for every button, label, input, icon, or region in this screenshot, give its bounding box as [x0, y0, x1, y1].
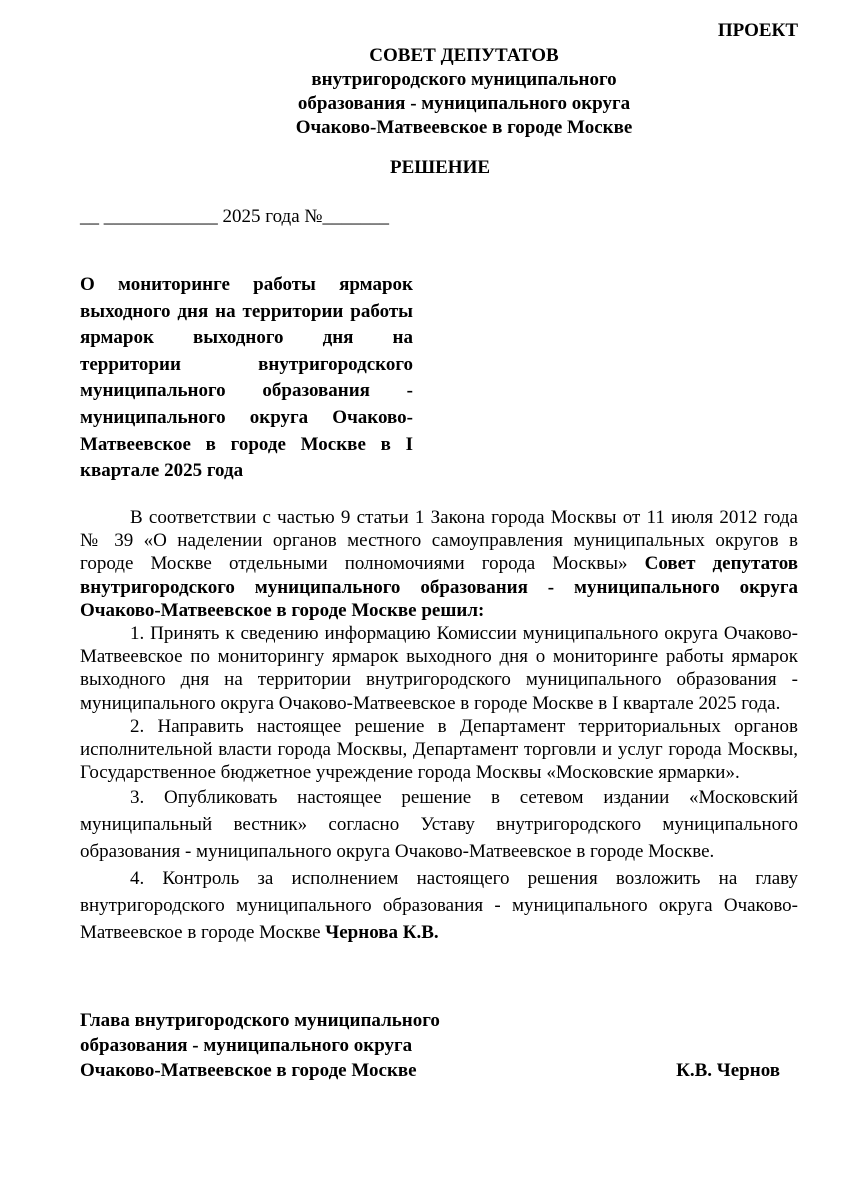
- signature-line-2: образования - муниципального округа: [80, 1035, 413, 1056]
- decision-body: [80, 506, 798, 946]
- preamble-paragraph: [80, 506, 798, 622]
- subject-text: О мониторинге работы ярмарок выходного дня на территории работы ярмарок выходного дня на территории внутригородского муниципального образования - муниципального округа Очаково-Матвеевское в городе Москве в I: [80, 274, 413, 455]
- decision-title: РЕШЕНИЕ: [389, 157, 491, 178]
- preamble-text: В соответствии с частью 9 статьи 1 Закона города Москвы от 11 июля 2012 года № 39 «О наделении органов местного самоуправления муниципальных округов в городе Москве отдельными полномочиями города Москвы»: [80, 507, 798, 575]
- header-line-4: Очаково-Матвеевское в городе Москве: [295, 117, 633, 138]
- header-line-2: внутригородского муниципального: [311, 69, 617, 90]
- header-line-3: образования - муниципального округа: [297, 93, 631, 114]
- signatory-name: К.В. Чернов: [676, 1060, 780, 1081]
- council-header: [80, 44, 848, 140]
- signature-line-1: Глава внутригородского муниципального: [80, 1010, 440, 1031]
- item-4: [80, 865, 798, 946]
- item-4-text: 4. Контроль за исполнением настоящего решения возложить на главу внутригородского муниципального образования - муниципального округа Очаково-Матвеевское в городе Москве: [80, 868, 798, 944]
- item-1: 1. Принять к сведению информацию Комиссии муниципального округа Очаково-Матвеевское по мониторингу ярмарок выходного дня о мониторинге работы ярмарок выходного дня на территории внутригородского муниципального образования - муниципального округа Очаково-Матвеевское в городе Москве в I квартале 2025 года.: [80, 623, 798, 714]
- signature-block: [80, 1008, 798, 1083]
- decision-subject: [80, 272, 413, 485]
- subject-text-last-line: квартале 2025 года: [80, 460, 244, 482]
- item-2: 2. Направить настоящее решение в Департамент территориальных органов исполнительной власти города Москвы, Департамент торговли и услуг города Москвы, Государственное бюджетное учреждение города Москвы «Московские ярмарки».: [80, 715, 798, 784]
- signature-line-3: Очаково-Матвеевское в городе Москве: [80, 1060, 417, 1081]
- item-4-bold-name: Чернова К.В.: [325, 922, 439, 944]
- header-line-1: СОВЕТ ДЕПУТАТОВ: [369, 45, 559, 66]
- draft-label: ПРОЕКТ: [717, 20, 798, 41]
- item-3: 3. Опубликовать настоящее решение в сетевом издании «Московский муниципальный вестник» согласно Уставу внутригородского муниципального образования - муниципального округа Очаково-Матвеевское в городе Москве.: [80, 787, 798, 863]
- date-number-line: __ ____________ 2025 года №_______: [80, 206, 390, 227]
- preamble-bold-text: Совет депутатов внутригородского муниципального образования - муниципального округа Очаково-Матвеевское в городе Москве решил:: [80, 553, 798, 621]
